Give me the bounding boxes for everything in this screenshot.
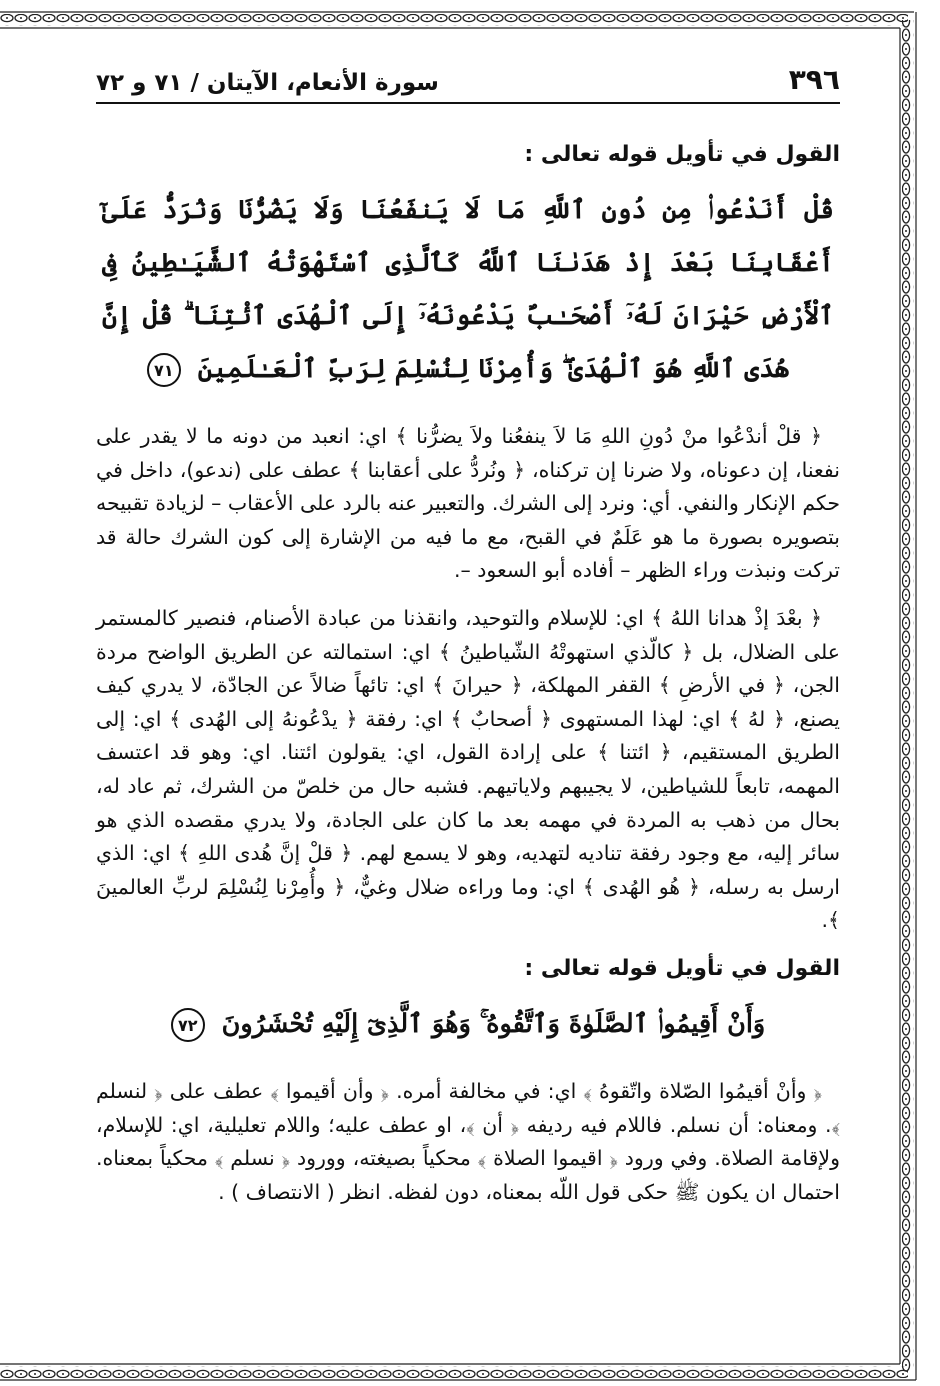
page-body	[96, 138, 840, 1223]
commentary-paragraph: ﴿ قلْ أندْعُوا منْ دُونِ اللهِ مَا لاَ ينفعُنا ولاَ يضرُّنا ﴾ اي: انعبد من دونه ما لا يقدر على نفعنا، إن دعوناه، ولا ضرنا إن تركناه، ﴿ ونُردُّ على أعقابنا ﴾ عطف على (ندعو)، داخل في حكم الإنكار والنفي. أي: ونرد إلى الشرك. والتعبير عنه بالرد على الأعقاب – لزيادة تقبيحه بتصويره بصورة ما هو عَلَمٌ في القبح، مع ما فيه من الإشارة إلى كون الشرك حالة قد تركت ونبذت وراء الظهر – أفاده أبو السعود –.	[96, 424, 840, 583]
verse-number-marker: ٧١	[147, 353, 181, 387]
book-page	[96, 60, 840, 1360]
running-title: سورة الأنعام، الآيتان / ٧١ و ٧٢	[96, 70, 439, 96]
quran-verse-72	[96, 998, 840, 1051]
verse-number-marker: ٧٢	[171, 1008, 205, 1042]
section-heading-1: القول في تأويل قوله تعالى :	[524, 142, 840, 167]
quran-verse-71	[96, 184, 840, 396]
commentary-paragraph: ﴿ وأنْ أقيمُوا الصّلاة واتّقوهُ ﴾ اي: في مخالفة أمره. ﴿ وأن أقيموا ﴾ عطف على ﴿ لنسلم ﴾. ومعناه: أن نسلم. فاللام فيه رديفه ﴿ أن ﴾، او عطف عليه؛ واللام تعليلية، اي: للإسلام، ولإقامة الصلاة. وفي ورود ﴿ اقيموا الصلاة ﴾ محكياً بصيغته، وورود ﴿ نسلم ﴾ محكياً بمعناه. احتمال ان يكون ﷺ حكى قول اللّه بمعناه، دون لفظه. انظر ( الانتصاف ) .	[96, 1078, 840, 1204]
verse-text: وَأَنْ أَقِيمُوا۟ ٱلصَّلَوٰةَ وَٱتَّقُوهُ ۚ وَهُوَ ٱلَّذِىٓ إِلَيْهِ تُحْشَرُونَ	[221, 1008, 766, 1039]
verse-text: قُلْ أَنَدْعُوا۟ مِن دُونِ ٱللَّهِ مَا لَا يَنفَعُنَا وَلَا يَضُرُّنَا وَنُرَدُّ عَلَىٰٓ أَعْقَابِنَا بَعْدَ إِذْ هَدَىٰنَا ٱللَّهُ كَٱلَّذِى ٱسْتَهْوَتْهُ ٱلشَّيَـٰطِينُ فِى ٱلْأَرْضِ حَيْرَانَ لَهُۥٓ أَصْحَـٰبٌ يَدْعُونَهُۥٓ إِلَى ٱلْهُدَى ٱئْتِنَا ۗ قُلْ إِنَّ هُدَى ٱللَّهِ هُوَ ٱلْهُدَىٰ ۖ وَأُمِرْنَا لِنُسْلِمَ لِرَبِّ ٱلْعَـٰلَمِينَ	[102, 195, 834, 384]
page-number: ٣٩٦	[788, 63, 840, 96]
page-header	[96, 60, 840, 104]
section-heading-2: القول في تأويل قوله تعالى :	[524, 955, 840, 981]
commentary-paragraph: ﴿ بعْدَ إذْ هدانا اللهُ ﴾ اي: للإسلام والتوحيد، وانقذنا من عبادة الأصنام، فنصير كالمستمر على الضلال، بل ﴿ كالّذي استهوتْهُ الشّياطينُ ﴾ اي: استمالته عن الطريق الواضح مردة الجن، ﴿ في الأرضِ ﴾ القفر المهلكة، ﴿ حيرانَ ﴾ اي: تائهاً ضالاً عن الجادّة، لا يدري كيف يصنع، ﴿ لهُ ﴾ اي: لهذا المستهوى ﴿ أصحابٌ ﴾ اي: رفقة ﴿ يدْعُونهُ إلى الهُدى ﴾ اي: إلى الطريق المستقيم، ﴿ ائتنا ﴾ على إرادة القول، اي: يقولون ائتنا. اي: وهو قد اعتسف المهمه، تابعاً للشياطين، لا يجيبهم ولاياتيهم. فشبه حال من خلصّ من الشرك، ثم عاد له، بحال من ذهب به المردة في مهمه بعد ما كان على الجادة، ولا يدري مقصده الذي هو سائر إليه، مع وجود رفقة تناديه لتهديه، وهو لا يسمع لهم. ﴿ قلْ إنَّ هُدى اللهِ ﴾ اي: الذي ارسل به رسله، ﴿ هُو الهُدى ﴾ اي: وما وراءه ضلال وغيٌّ، ﴿ وأُمِرْنا لِنُسْلِمَ لربِّ العالمينَ ﴾.	[96, 605, 840, 933]
